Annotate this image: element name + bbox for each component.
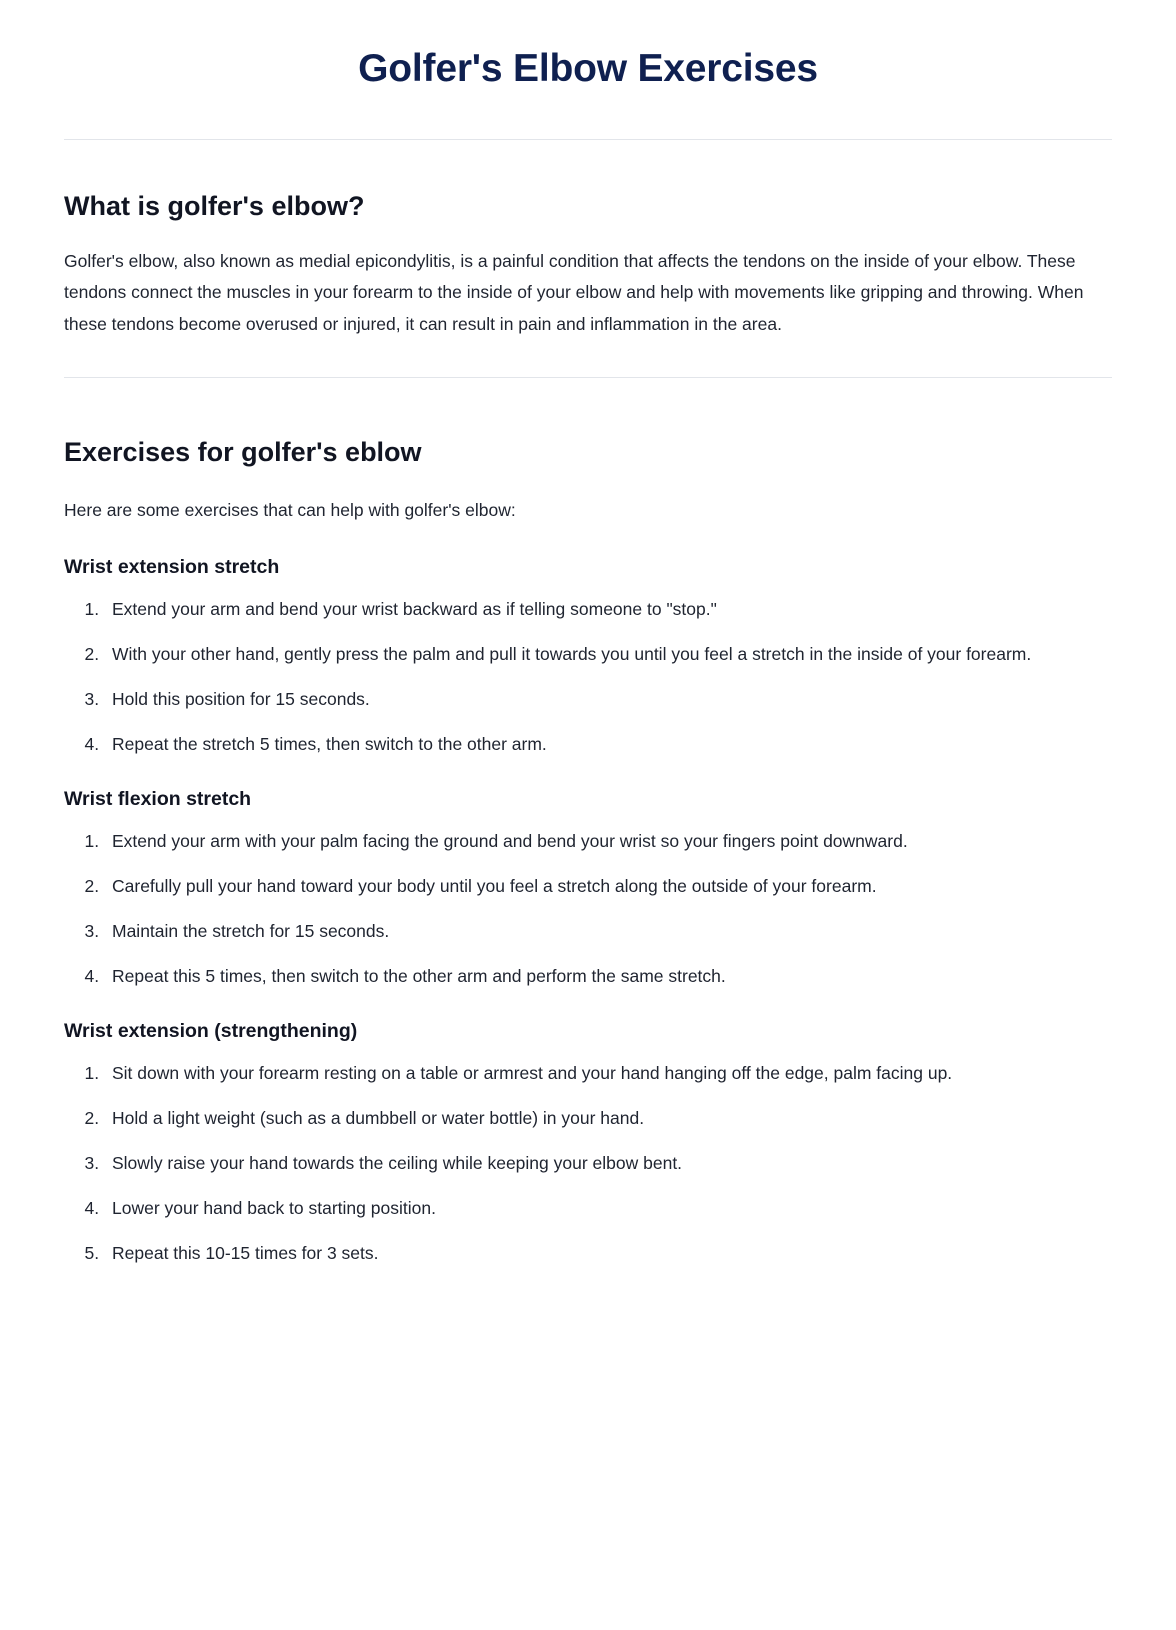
divider-top bbox=[64, 139, 1112, 140]
list-item: 1. Extend your arm with your palm facing the ground and bend your wrist so your fingers point downward. bbox=[104, 827, 1112, 855]
list-item: 2. Hold a light weight (such as a dumbbell or water bottle) in your hand. bbox=[104, 1104, 1112, 1132]
section-paragraph-what-is: Golfer's elbow, also known as medial epicondylitis, is a painful condition that affects the tendons on the inside of your elbow. These tendons connect the muscles in your forearm to the inside of your elbow and help with movements like gripping and throwing. When these tendons become overused or injured, it can result in pain and inflammation in the area. bbox=[64, 250, 1084, 335]
exercise-title: Wrist extension stretch bbox=[64, 555, 280, 578]
list-item: 3. Slowly raise your hand towards the ceiling while keeping your elbow bent. bbox=[104, 1149, 1112, 1177]
exercise-block-wrist-extension-stretch bbox=[64, 556, 1112, 758]
page-title: Golfer's Elbow Exercises bbox=[358, 47, 818, 90]
list-item: 1. Sit down with your forearm resting on a table or armrest and your hand hanging off the edge, palm facing up. bbox=[104, 1059, 1112, 1087]
exercise-block-wrist-flexion-stretch bbox=[64, 788, 1112, 990]
section-heading-exercises: Exercises for golfer's eblow bbox=[64, 437, 422, 468]
section-heading-what-is: What is golfer's elbow? bbox=[64, 190, 365, 221]
section-exercises bbox=[64, 436, 1112, 1313]
exercise-title: Wrist flexion stretch bbox=[64, 787, 252, 810]
list-item: 1. Extend your arm and bend your wrist backward as if telling someone to "stop." bbox=[104, 595, 1112, 623]
section-what-is-golfers-elbow bbox=[64, 190, 1112, 341]
page-bottom-spacer bbox=[64, 1273, 1112, 1313]
list-item: 3. Hold this position for 15 seconds. bbox=[104, 685, 1112, 713]
divider-middle bbox=[64, 377, 1112, 378]
list-item: 2. Carefully pull your hand toward your body until you feel a stretch along the outside of your forearm. bbox=[104, 872, 1112, 900]
exercise-step-list bbox=[64, 827, 1112, 990]
exercise-step-list bbox=[64, 1059, 1112, 1267]
exercise-step-list bbox=[64, 595, 1112, 758]
exercise-title: Wrist extension (strengthening) bbox=[64, 1019, 358, 1042]
list-item: 3. Maintain the stretch for 15 seconds. bbox=[104, 917, 1112, 945]
exercise-block-wrist-extension-strengthening bbox=[64, 1020, 1112, 1267]
list-item: 4. Repeat this 5 times, then switch to the other arm and perform the same stretch. bbox=[104, 962, 1112, 990]
list-item: 4. Repeat the stretch 5 times, then switch to the other arm. bbox=[104, 730, 1112, 758]
list-item: 5. Repeat this 10-15 times for 3 sets. bbox=[104, 1239, 1112, 1267]
list-item: 2. With your other hand, gently press the palm and pull it towards you until you feel a stretch in the inside of your forearm. bbox=[104, 640, 1112, 668]
exercises-intro-text: Here are some exercises that can help with golfer's elbow: bbox=[64, 499, 516, 520]
list-item: 4. Lower your hand back to starting position. bbox=[104, 1194, 1112, 1222]
